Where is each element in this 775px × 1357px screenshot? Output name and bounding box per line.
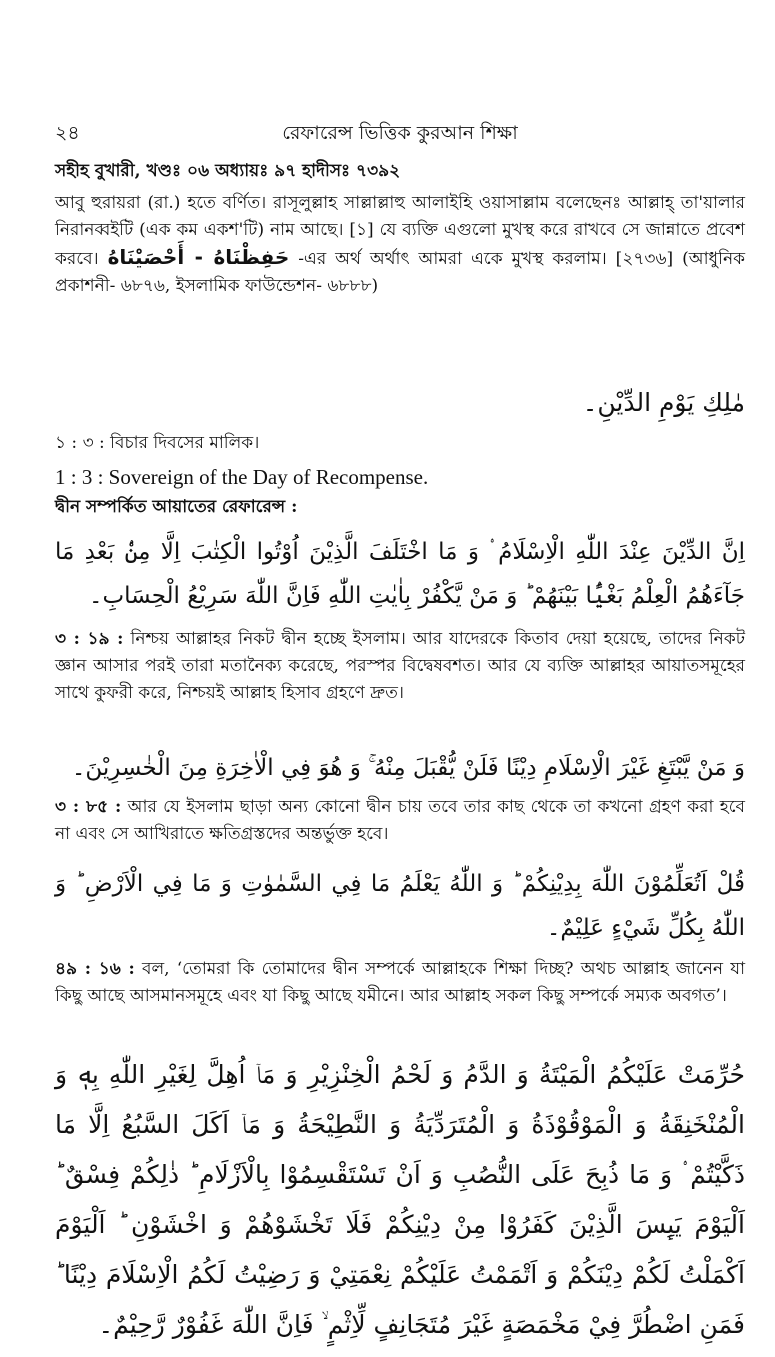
book-title: রেফারেন্স ভিত্তিক কুরআন শিক্ষা — [282, 122, 518, 144]
hadith-arabic-inline: حَفِظْنَاهُ - أَحْصَيْنَاهُ — [107, 245, 290, 269]
verse-arabic: مٰلِكِ يَوْمِ الدِّيْنِ۔ — [582, 388, 745, 417]
hadith-paragraph — [55, 190, 745, 300]
ref-number-1: ৩ : ১৯ : — [55, 629, 124, 649]
ref-translation-3 — [55, 956, 745, 1010]
hadith-text-1: আবু হুরায়রা (রা.) হতে বর্ণিত। রাসূলুল্লাহ সাল্লাল্লাহু আলাইহি ওয়াসাল্লাম বলেছেনঃ আল্লাহ্ তা'য়ালার নিরানব্বইটি (এক কম একশ'টি) নাম আছে। [১] যে ব্যক্তি এগুলো মুখস্থ করে রাখবে সে জান্নাতে প্রবেশ করবে। — [55, 193, 745, 269]
section-heading: দ্বীন সম্পর্কিত আয়াতের রেফারেন্স : — [55, 497, 298, 517]
ref-translation-2 — [55, 794, 745, 848]
final-verse-arabic: حُرِّمَتْ عَلَيْكُمُ الْمَيْتَةُ وَ الدَّمُ وَ لَحْمُ الْخِنْزِيْرِ وَ مَاۤ اُهِلَّ لِغَيْرِ اللّٰهِ بِهٖ وَ الْمُنْخَنِقَةُ وَ الْمَوْقُوْذَةُ وَ الْمُتَرَدِّيَةُ وَ النَّطِيْحَةُ وَ مَاۤ اَكَلَ السَّبُعُ اِلَّا مَا ذَكَّيْتُمْ ۟ وَ مَا ذُبِحَ عَلَى النُّصُبِ وَ اَنْ تَسْتَقْسِمُوْا بِالْاَزْلَامِ ؕ ذٰلِكُمْ فِسْقٌ ؕ اَلْيَوْمَ يَىِٕسَ الَّذِيْنَ كَفَرُوْا مِنْ دِيْنِكُمْ فَلَا تَخْشَوْهُمْ وَ اخْشَوْنِ ؕ اَلْيَوْمَ اَكْمَلْتُ لَكُمْ دِيْنَكُمْ وَ اَتْمَمْتُ عَلَيْكُمْ نِعْمَتِيْ وَ رَضِيْتُ لَكُمُ الْاِسْلَامَ دِيْنًا ؕ فَمَنِ اضْطُرَّ فِيْ مَخْمَصَةٍ غَيْرَ مُتَجَانِفٍ لِّاِثْمٍ ۙ فَاِنَّ اللّٰهَ غَفُوْرٌ رَّحِيْمٌ۔ — [55, 1060, 745, 1339]
ref-arabic-2: وَ مَنْ يَّبْتَغِ غَيْرَ الْاِسْلَامِ دِيْنًا فَلَنْ يُّقْبَلَ مِنْهُ ۚ وَ هُوَ فِي الْاٰخِرَةِ مِنَ الْخٰسِرِيْنَ۔ — [71, 755, 745, 781]
ref-arabic-3: قُلْ اَتُعَلِّمُوْنَ اللّٰهَ بِدِيْنِكُمْ ؕ وَ اللّٰهُ يَعْلَمُ مَا فِي السَّمٰوٰتِ وَ مَا فِي الْاَرْضِ ؕ وَ اللّٰهُ بِكُلِّ شَيْءٍ عَلِيْمٌ۔ — [55, 871, 745, 941]
page-header — [55, 118, 745, 148]
ref-number-2: ৩ : ৮৫ : — [55, 797, 122, 817]
verse-translation-en: 1 : 3 : Sovereign of the Day of Recompense. — [55, 465, 429, 489]
hadith-text-2: -এর অর্থ — [298, 249, 361, 269]
ref-text-2: আর যে ইসলাম ছাড়া অন্য কোনো দ্বীন চায় তবে তার কাছ থেকে তা কখনো গ্রহণ করা হবে না এবং সে আখিরাতে ক্ষতিগ্রস্তদের অন্তর্ভুক্ত হবে। — [55, 797, 745, 844]
ref-number-3: ৪৯ : ১৬ : — [55, 959, 135, 979]
verse-translation-bn: ১ : ৩ : বিচার দিবসের মালিক। — [55, 433, 260, 453]
ref-arabic-1: اِنَّ الدِّيْنَ عِنْدَ اللّٰهِ الْاِسْلَامُ ۟ وَ مَا اخْتَلَفَ الَّذِيْنَ اُوْتُوا الْكِتٰبَ اِلَّا مِنْۢ بَعْدِ مَا جَآءَهُمُ الْعِلْمُ بَغْيًۢا بَيْنَهُمْ ؕ وَ مَنْ يَّكْفُرْ بِاٰيٰتِ اللّٰهِ فَاِنَّ اللّٰهَ سَرِيْعُ الْحِسَابِ۔ — [55, 539, 745, 609]
ref-text-1: নিশ্চয় আল্লাহর নিকট দ্বীন হচ্ছে ইসলাম। আর যাদেরকে কিতাব দেয়া হয়েছে, তাদের নিকট জ্ঞান আসার পরই তারা মতানৈক্য করেছে, পরস্পর বিদ্বেষবশত। আর যে ব্যক্তি আল্লাহর আয়াতসমূহের সাথে কুফরী করে, নিশ্চয়ই আল্লাহ হিসাব গ্রহণে দ্রুত। — [55, 629, 745, 703]
page-number: ২৪ — [55, 122, 80, 144]
hadith-text-3: অর্থাৎ আমরা একে মুখস্থ করলাম। [২৭৩৬] (আধুনিক প্রকাশনী- ৬৮৭৬, ইসলামিক ফাউন্ডেশন- ৬৮৮৮) — [55, 249, 745, 296]
ref-translation-1 — [55, 626, 745, 707]
ref-text-3: বল, ‘তোমরা কি তোমাদের দ্বীন সম্পর্কে আল্লাহকে শিক্ষা দিচ্ছ? অথচ আল্লাহ জানেন যা কিছু আছে আসমানসমূহে এবং যা কিছু আছে যমীনে। আর আল্লাহ সকল কিছু সম্পর্কে সম্যক অবগত’। — [55, 959, 745, 1006]
hadith-source: সহীহ বুখারী, খণ্ডঃ ০৬ অধ্যায়ঃ ৯৭ হাদীসঃ ৭৩৯২ — [55, 161, 401, 181]
